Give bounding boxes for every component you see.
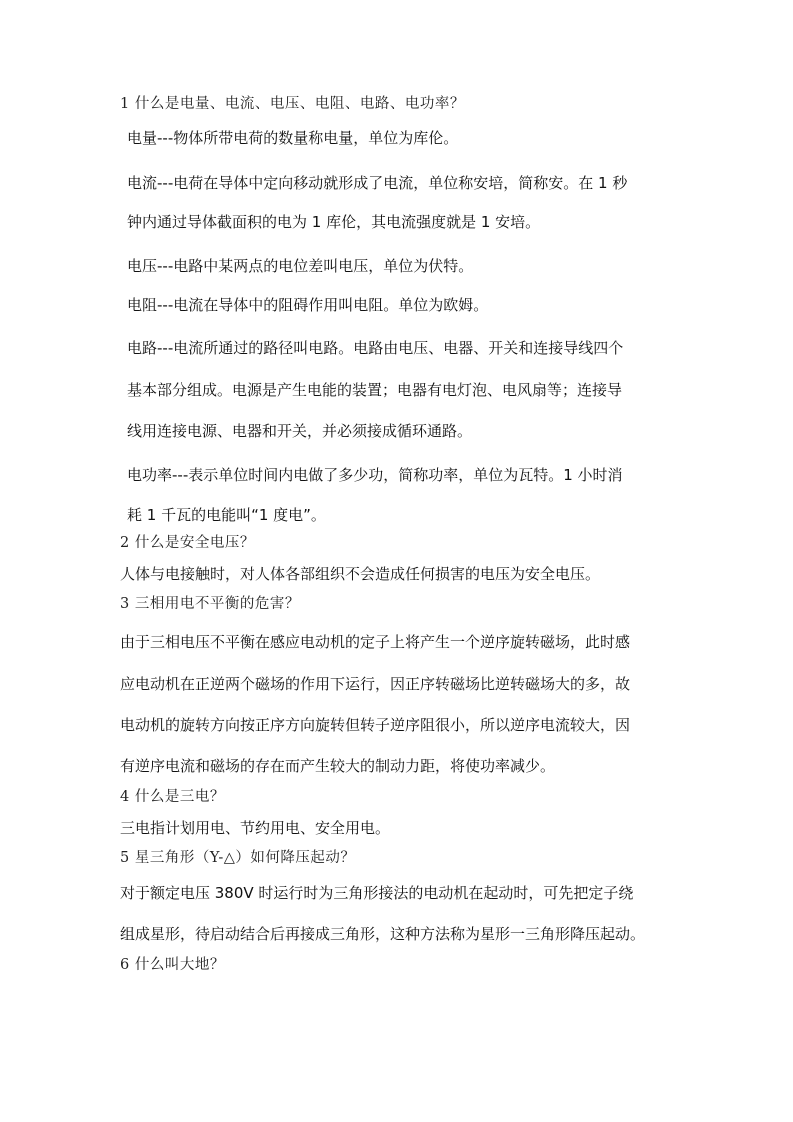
paragraph-line: 线用连接电源、电器和开关，并必须接成循环通路。 [127,422,473,440]
paragraph-line: 三电指计划用电、节约用电、安全用电。 [120,819,391,837]
paragraph-line: 电功率---表示单位时间内电做了多少功，简称功率，单位为瓦特。1 小时消 [127,466,623,484]
paragraph-line: 基本部分组成。电源是产生电能的装置；电器有电灯泡、电风扇等；连接导 [127,381,623,399]
paragraph-line: 电阻---电流在导体中的阻碍作用叫电阻。单位为欧姆。 [127,296,489,314]
section-heading-3: 3 三相用电不平衡的危害？ [120,596,300,612]
section-heading-1: 1 什么是电量、电流、电压、电阻、电路、电功率？ [120,96,465,112]
paragraph-line: 组成星形，待启动结合后再接成三角形，这种方法称为星形一三角形降压起动。 [120,925,646,943]
section-heading-5: 5 星三角形（Y-△）如何降压起动？ [120,850,356,866]
paragraph-line: 电压---电路中某两点的电位差叫电压，单位为伏特。 [127,257,474,275]
paragraph-line: 电动机的旋转方向按正序方向旋转但转子逆序阻很小，所以逆序电流较大，因 [120,716,631,734]
paragraph-line: 耗 1 千瓦的电能叫“1 度电”。 [127,506,326,524]
paragraph-line: 电量---物体所带电荷的数量称电量，单位为库伦。 [127,129,459,147]
paragraph-line: 电路---电流所通过的路径叫电路。电路由电压、电器、开关和连接导线四个 [127,339,624,357]
paragraph-line: 应电动机在正逆两个磁场的作用下运行，因正序转磁场比逆转磁场大的多，故 [120,675,631,693]
paragraph-line: 人体与电接触时，对人体各部组织不会造成任何损害的电压为安全电压。 [120,565,601,583]
section-heading-6: 6 什么叫大地？ [120,957,225,973]
paragraph-line: 对于额定电压 380V 时运行时为三角形接法的电动机在起动时，可先把定子绕 [120,884,634,902]
paragraph-line: 电流---电荷在导体中定向移动就形成了电流，单位称安培，简称安。在 1 秒 [127,174,628,192]
paragraph-line: 由于三相电压不平衡在感应电动机的定子上将产生一个逆序旋转磁场，此时感 [120,633,631,651]
section-heading-2: 2 什么是安全电压？ [120,535,255,551]
paragraph-line: 钟内通过导体截面积的电为 1 库伦，其电流强度就是 1 安培。 [127,213,541,231]
paragraph-line: 有逆序电流和磁场的存在而产生较大的制动力距，将使功率减少。 [120,757,556,775]
section-heading-4: 4 什么是三电？ [120,789,225,805]
